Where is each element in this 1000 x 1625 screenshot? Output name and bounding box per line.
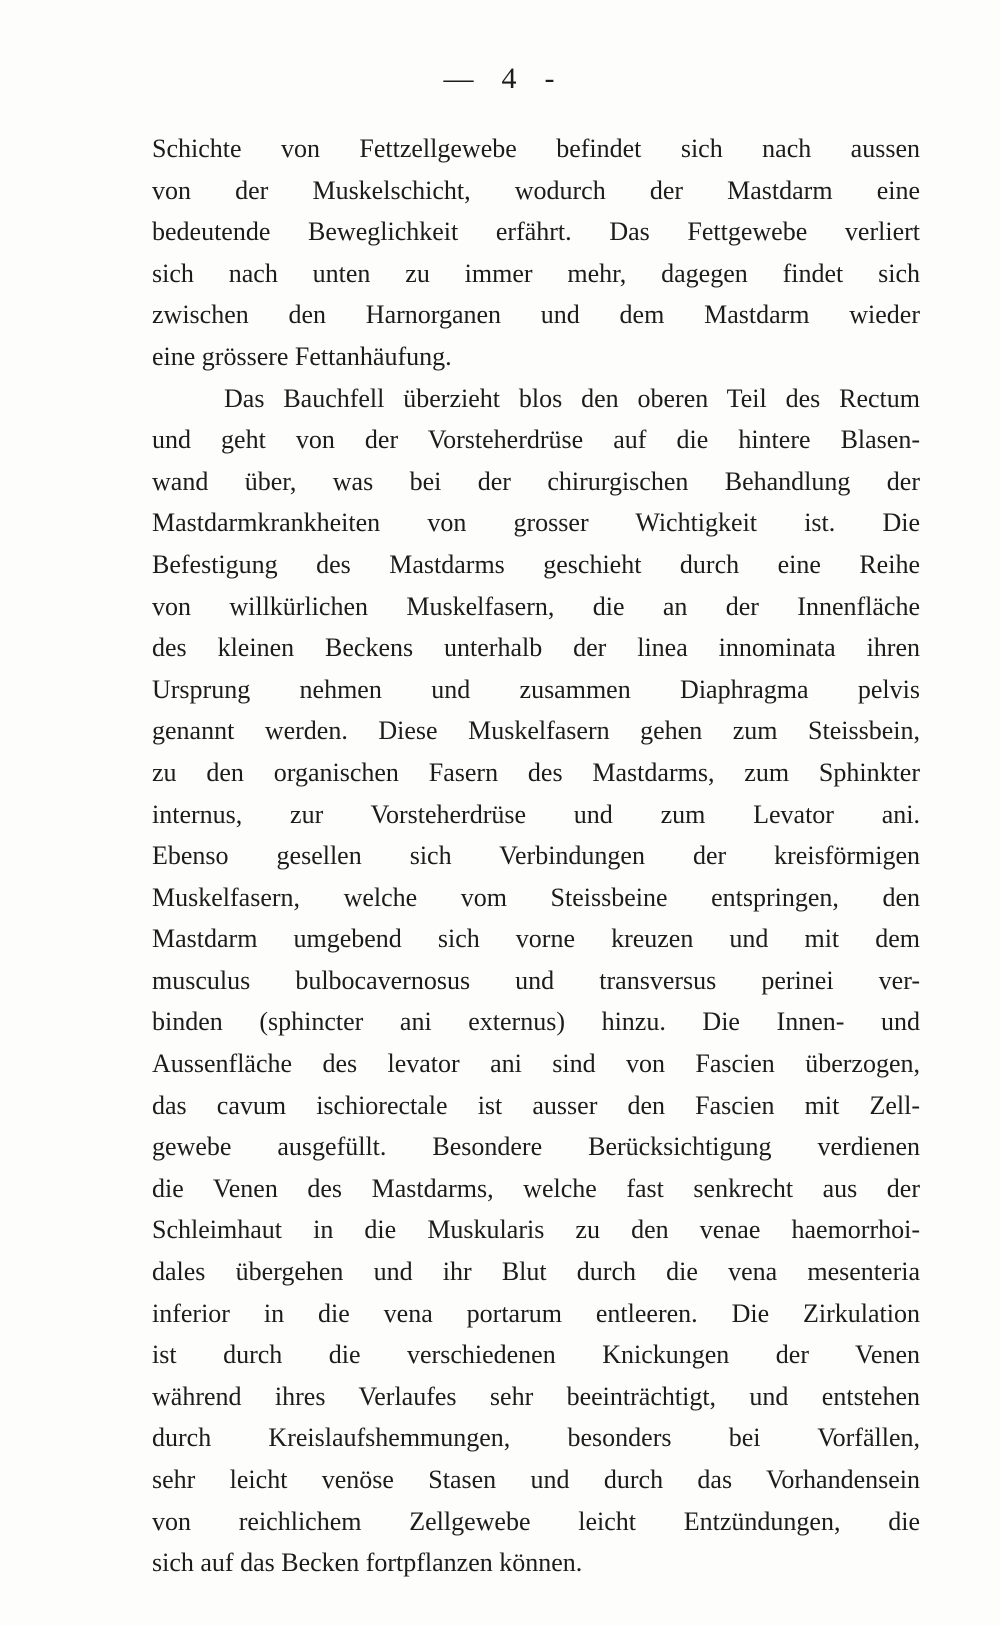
page-number-header: [0, 62, 1000, 96]
page-number-dash-left: —: [443, 62, 476, 95]
text-line: wand über, was bei der chirurgischen Behandlung der: [152, 466, 920, 496]
text-line: Mastdarmkrankheiten von grosser Wichtigkeit ist. Die: [152, 508, 920, 538]
text-line: von reichlichem Zellgewebe leicht Entzündungen, die: [152, 1506, 920, 1536]
text-line: Mastdarm umgebend sich vorne kreuzen und mit dem: [152, 924, 920, 954]
text-line: dales übergehen und ihr Blut durch die vena mesenteria: [152, 1257, 920, 1287]
text-line: sich auf das Becken fortpflanzen können.: [152, 1548, 583, 1578]
text-line: gewebe ausgefüllt. Besondere Berücksichtigung verdienen: [152, 1132, 920, 1162]
text-line: internus, zur Vorsteherdrüse und zum Levator ani.: [152, 799, 920, 829]
text-line: Muskelfasern, welche vom Steissbeine entspringen, den: [152, 882, 920, 912]
text-line: eine grössere Fettanhäufung.: [152, 341, 452, 371]
text-line: sehr leicht venöse Stasen und durch das Vorhandensein: [152, 1465, 920, 1494]
text-line: während ihres Verlaufes sehr beeinträchtigt, und entstehen: [152, 1381, 920, 1411]
text-line: genannt werden. Diese Muskelfasern gehen zum Steissbein,: [152, 716, 920, 746]
page-number-dash-right: -: [544, 62, 557, 95]
text-line: zu den organischen Fasern des Mastdarms, zum Sphinkter: [152, 757, 920, 787]
text-line: das cavum ischiorectale ist ausser den Fascien mit Zell-: [152, 1090, 920, 1120]
text-line: binden (sphincter ani externus) hinzu. Die Innen- und: [152, 1007, 920, 1037]
text-line: Befestigung des Mastdarms geschieht durch eine Reihe: [152, 549, 920, 579]
text-line: Ursprung nehmen und zusammen Diaphragma pelvis: [152, 674, 920, 704]
text-line: bedeutende Beweglichkeit erfährt. Das Fettgewebe verliert: [152, 217, 920, 247]
text-line: und geht von der Vorsteherdrüse auf die hintere Blasen-: [152, 425, 920, 455]
page-number: 4: [501, 62, 519, 95]
text-line: inferior in die vena portarum entleeren. Die Zirkulation: [152, 1298, 920, 1328]
text-line: zwischen den Harnorganen und dem Mastdarm wieder: [152, 300, 920, 330]
text-line: ist durch die verschiedenen Knickungen der Venen: [152, 1340, 920, 1370]
text-line: von willkürlichen Muskelfasern, die an der Innenfläche: [152, 591, 920, 621]
text-line: die Venen des Mastdarms, welche fast senkrecht aus der: [152, 1173, 920, 1203]
text-line: Schichte von Fettzellgewebe befindet sich nach aussen: [152, 134, 920, 163]
text-line: Ebenso gesellen sich Verbindungen der kreisförmigen: [152, 841, 920, 871]
text-line: Aussenfläche des levator ani sind von Fascien überzogen,: [152, 1049, 920, 1079]
paragraph-first-line: Das Bauchfell überzieht blos den oberen Teil des Rectum: [224, 383, 920, 413]
text-line: musculus bulbocavernosus und transversus perinei ver-: [152, 965, 920, 995]
body-text: [152, 128, 920, 1584]
text-line: des kleinen Beckens unterhalb der linea innominata ihren: [152, 633, 920, 663]
text-line: sich nach unten zu immer mehr, dagegen findet sich: [152, 258, 920, 288]
text-line: Schleimhaut in die Muskularis zu den venae haemorrhoi-: [152, 1215, 920, 1245]
text-line: von der Muskelschicht, wodurch der Mastdarm eine: [152, 175, 920, 205]
text-line: durch Kreislaufshemmungen, besonders bei Vorfällen,: [152, 1423, 920, 1453]
